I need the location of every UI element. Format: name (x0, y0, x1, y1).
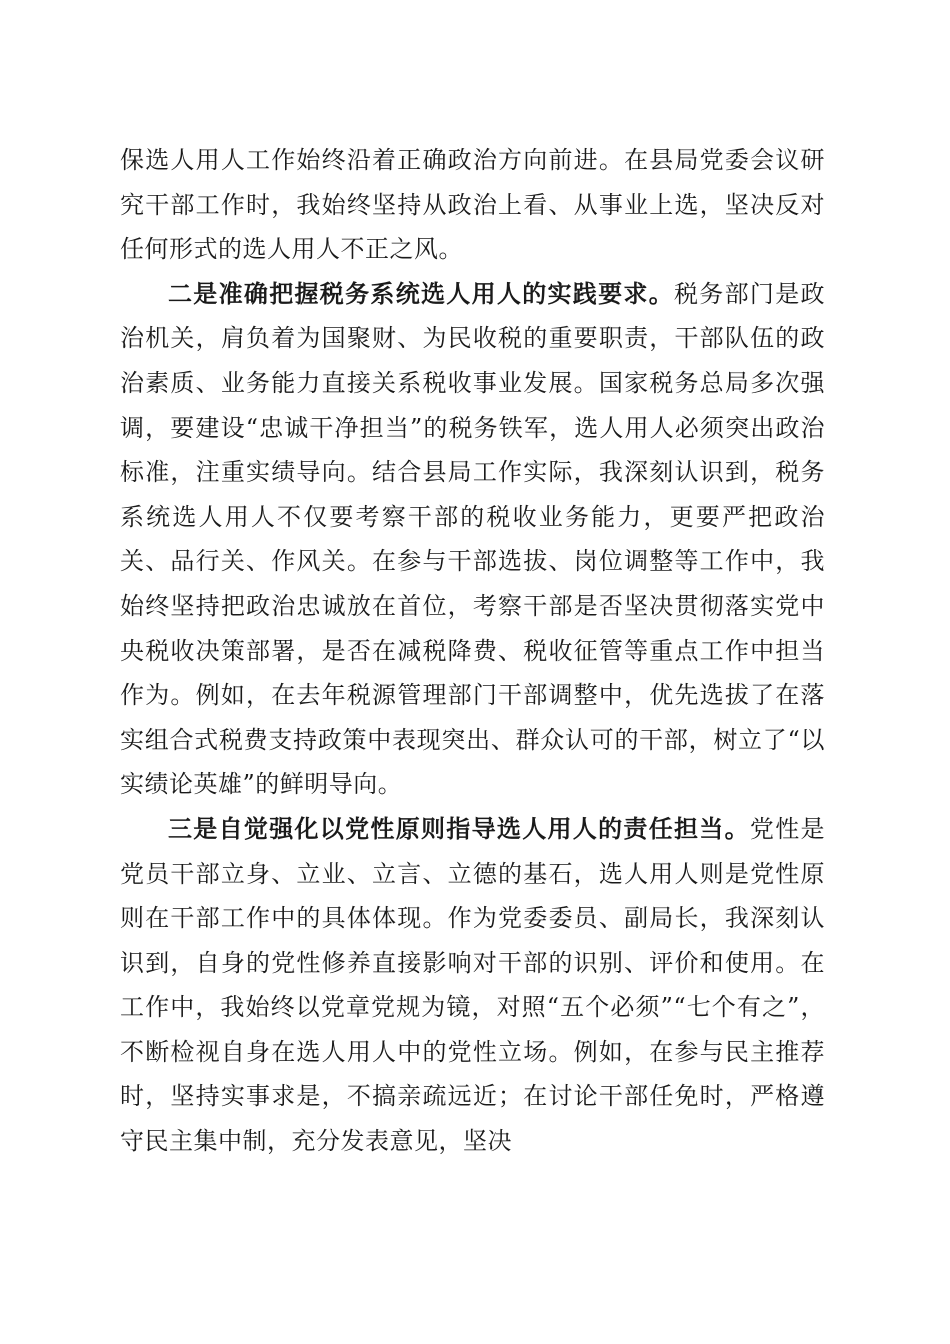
paragraph-text: 党性是党员干部立身、立业、立言、立德的基石，选人用人则是党性原则在干部工作中的具体体现。作为党委委员、副局长，我深刻认识到，自身的党性修养直接影响对干部的识别、评价和使用。在工作中，我始终以党章党规为镜，对照“五个必须”“七个有之”，不断检视自身在选人用人中的党性立场。例如，在参与民主推荐时，坚持实事求是，不搞亲疏远近；在讨论干部任免时，严格遵守民主集中制，充分发表意见，坚决 (120, 814, 826, 1156)
document-page (120, 138, 825, 1164)
paragraph-lead-heading: 二是准确把握税务系统选人用人的实践要求。 (168, 278, 674, 308)
paragraph-continuation (120, 138, 825, 272)
paragraph-lead-heading: 三是自觉强化以党性原则指导选人用人的责任担当。 (168, 813, 750, 843)
paragraph-text: 保选人用人工作始终沿着正确政治方向前进。在县局党委会议研究干部工作时，我始终坚持从政治上看、从事业上选，坚决反对任何形式的选人用人不正之风。 (120, 146, 825, 264)
paragraph-text: 税务部门是政治机关，肩负着为国聚财、为民收税的重要职责，干部队伍的政治素质、业务能力直接关系税收事业发展。国家税务总局多次强调，要建设“忠诚干净担当”的税务铁军，选人用人必须突出政治标准，注重实绩导向。结合县局工作实际，我深刻认识到，税务系统选人用人不仅要考察干部的税收业务能力，更要严把政治关、品行关、作风关。在参与干部选拔、岗位调整等工作中，我始终坚持把政治忠诚放在首位，考察干部是否坚决贯彻落实党中央税收决策部署，是否在减税降费、税收征管等重点工作中担当作为。例如，在去年税源管理部门干部调整中，优先选拔了在落实组合式税费支持政策中表现突出、群众认可的干部，树立了“以实绩论英雄”的鲜明导向。 (120, 279, 825, 799)
paragraph-point-three (120, 807, 825, 1164)
paragraph-point-two (120, 272, 825, 807)
